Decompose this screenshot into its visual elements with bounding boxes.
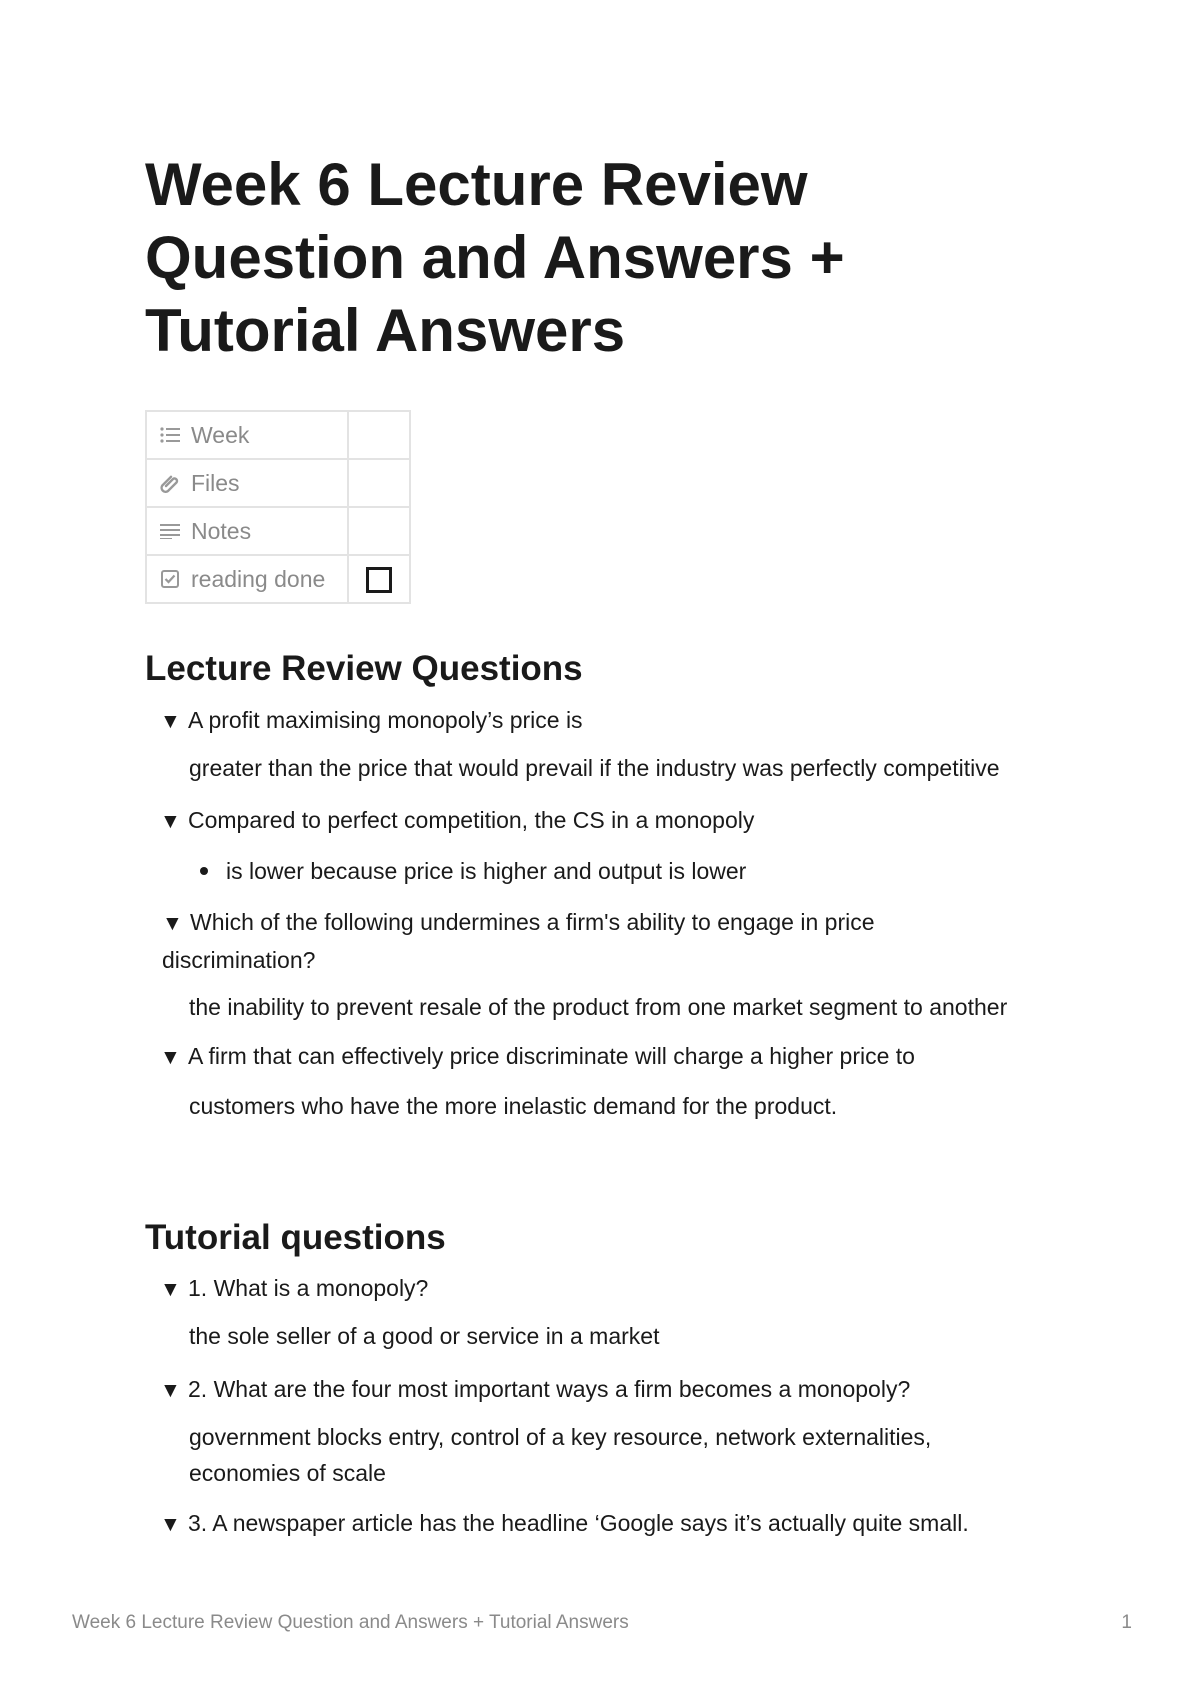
question-text: A firm that can effectively price discriminate will charge a higher price to [188,1043,915,1069]
property-row-notes[interactable] [146,507,410,555]
list-icon [159,424,181,446]
text-lines-icon [159,520,181,542]
question-text: 3. A newspaper article has the headline ‘Google says it’s actually quite small. [188,1510,969,1536]
properties-table [145,410,411,604]
property-value[interactable] [348,507,410,555]
page-title: Week 6 Lecture Review Question and Answers + Tutorial Answers [145,151,845,364]
toggle-question[interactable] [162,904,922,978]
property-row-files[interactable] [146,459,410,507]
answer-text: government blocks entry, control of a key resource, network externalities, economies of scale [189,1424,932,1486]
question-text: 1. What is a monopoly? [188,1275,429,1301]
question-text: A profit maximising monopoly’s price is [188,707,583,733]
triangle-down-icon[interactable]: ▼ [160,1278,181,1301]
triangle-down-icon[interactable]: ▼ [160,710,181,733]
triangle-down-icon[interactable]: ▼ [160,1379,181,1402]
footer-title: Week 6 Lecture Review Question and Answers + Tutorial Answers [72,1612,629,1633]
property-value[interactable] [348,459,410,507]
lecture-heading: Lecture Review Questions [145,649,583,688]
toggle-question[interactable] [160,1270,1060,1308]
answer-text: the sole seller of a good or service in a market [189,1323,660,1349]
reading-done-checkbox[interactable] [366,567,392,593]
triangle-down-icon[interactable]: ▼ [160,1513,181,1536]
property-label: Week [191,421,250,448]
question-text: Compared to perfect competition, the CS in a monopoly [188,807,755,833]
answer-text: greater than the price that would prevail if the industry was perfectly competitive [189,755,1000,781]
checkbox-icon [159,568,181,590]
page-number: 1 [1121,1612,1132,1633]
triangle-down-icon[interactable]: ▼ [160,810,181,833]
bullet-icon [200,867,208,875]
triangle-down-icon[interactable]: ▼ [160,1046,181,1069]
toggle-question[interactable] [160,1505,1060,1543]
triangle-down-icon[interactable]: ▼ [162,912,183,935]
paperclip-icon [159,472,181,494]
property-value[interactable] [348,411,410,459]
answer-text: the inability to prevent resale of the product from one market segment to another [189,994,1008,1020]
property-label: reading done [191,565,326,592]
toggle-question[interactable] [160,802,1060,840]
property-label: Files [191,469,240,496]
property-row-reading-done[interactable] [146,555,410,603]
property-row-week[interactable] [146,411,410,459]
bullet-list-item [200,853,746,889]
answer-text: is lower because price is higher and output is lower [226,858,747,884]
toggle-question[interactable] [160,1038,1060,1076]
toggle-question[interactable] [160,1371,1060,1409]
property-label: Notes [191,517,252,544]
question-text: 2. What are the four most important ways a firm becomes a monopoly? [188,1376,911,1402]
question-text: Which of the following undermines a firm's ability to engage in price discrimination? [162,909,875,973]
toggle-question[interactable] [160,702,1060,740]
tutorial-heading: Tutorial questions [145,1218,446,1257]
answer-text: customers who have the more inelastic demand for the product. [189,1093,838,1119]
